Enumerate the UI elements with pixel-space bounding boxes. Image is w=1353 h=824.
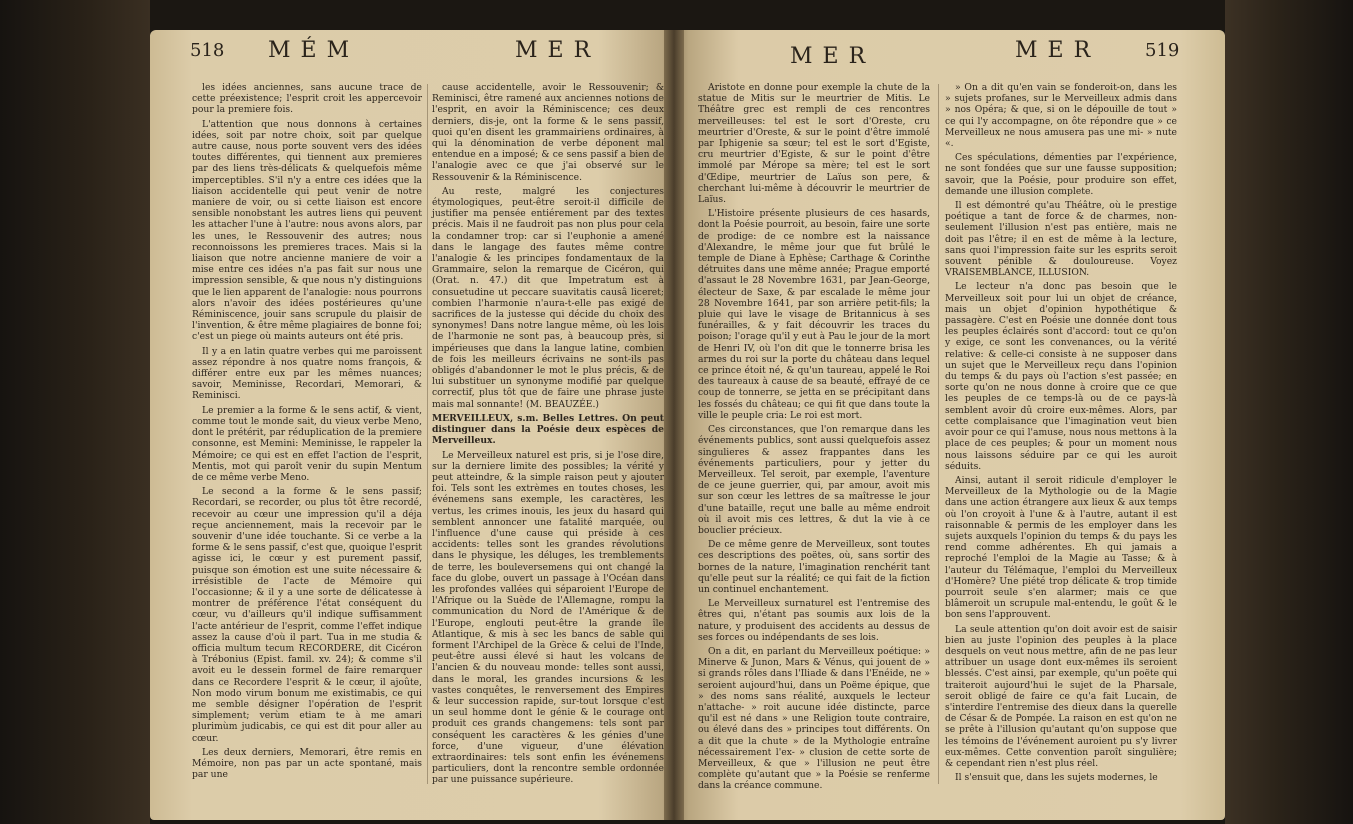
entry-heading: MERVEILLEUX, s.m. Belles Lettres. On peut distinguer dans la Poésie deux espèces de Merveilleux. bbox=[432, 412, 664, 447]
paragraph: les idées anciennes, sans aucune trace de cette préexistence; l'esprit croit les appercevoir pour la premiere fois. bbox=[192, 82, 422, 116]
paragraph: Le second a la forme & le sens passif; Recordari, se recorder, ou plus tôt être recordé, recevoir au cœur une impression qu'il a déja reçue anciennement, mais la recevoir par le souvenir d'une idée touchante. Si ce verbe a la forme & le sens passif, c'est que, quoique l'esprit agisse ici, le cœur y est purement passif, puisque son émotion est une suite nécessaire & irrésistible de l'acte de Mémoire qui l'occasionne; & il y a une sorte de délicatesse à montrer de préférence l'état conséquent du cœur, vu d'ailleurs qu'il indique suffisamment l'acte antérieur de l'esprit, comme l'effet indique assez la cause d'où il part. Tua in me studia & officia multum tecum RECORDERE, dit Cicéron à Trébonius (Epist. famil. xv. 24); & comme s'il avoit eu le dessein formel de faire remarquer dans ce Recordere l'esprit & le cœur, il ajoûte, Non modo virum bonum me existimabis, ce qui me semble désigner l'opération de l'esprit simplement; verùm etiam te à me amari plurimùm judicabis, ce qui est dit pour aller au cœur. bbox=[192, 486, 422, 744]
paragraph: Le Merveilleux surnaturel est l'entremise des êtres qui, n'étant pas soumis aux lois de la nature, y produisent des accidents au dessus de ses forces ou indépendants de ses lois. bbox=[698, 598, 930, 643]
paragraph: » On a dit qu'en vain se fonderoit-on, dans les » sujets profanes, sur le Merveilleux admis dans » nos Opéra; & que, si on le dépouille de tout » ce qui l'y accompagne, on ôte répondre que » ce Merveilleux ne nous amusera pas une mi- » nute «. bbox=[945, 82, 1177, 150]
right-running-head-1: MER bbox=[790, 44, 876, 69]
right-page-number: 519 bbox=[1145, 40, 1180, 61]
left-page-number: 518 bbox=[190, 40, 225, 61]
left-running-head-1: MÉM bbox=[268, 38, 360, 63]
paragraph: cause accidentelle, avoir le Ressouvenir; & Reminisci, être ramené aux anciennes notions de l'esprit, en avoir la Réminiscence; ces deux derniers, dis-je, ont la forme & le sens passif, quoi qu'en disent les grammairiens ordinaires, à qui la dénomination de verbe déponent mal entendue en a imposé; & ce sens passif a bien de l'analogie avec ce que j'ai observé sur le Ressouvenir & la Réminiscence. bbox=[432, 82, 664, 183]
left-running-head-2: MER bbox=[515, 38, 601, 63]
left-column-2 bbox=[432, 82, 664, 789]
paragraph: Il y a en latin quatre verbes qui me paroissent assez répondre à nos quatre noms françois, & différer entre eux par les mêmes nuances; savoir, Meminisse, Recordari, Memorari, & Reminisci. bbox=[192, 345, 422, 402]
paragraph: L'attention que nous donnons à certaines idées, soit par notre choix, soit par quelque autre cause, nous porte souvent vers des idées toutes différentes, qui tiennent aux premieres par des liens très-délicats & quelquefois même imperceptibles. S'il n'y a entre ces idées que la liaison accidentelle qui peut venir de notre maniere de voir, ou si cette liaison est encore sensible nonobstant les autres liens qui peuvent les attacher l'une à l'autre: nous avons alors, par les unes, le Ressouvenir des autres; nous reconnoissons les premieres traces. Mais si la liaison que notre ancienne maniere de voir a mise entre ces idées n'a pas fait sur nous une impression sensible, & que nous n'y distinguions que le lien apparent de l'analogie: nous pourrons alors n'avoir des idées postérieures qu'une Réminiscence, jouir sans scrupule du plaisir de l'invention, & être même plagiaires de bonne foi; c'est un piege où maints auteurs ont été pris. bbox=[192, 118, 422, 343]
paragraph: Le lecteur n'a donc pas besoin que le Merveilleux soit pour lui un objet de créance, mais un objet d'opinion hypothétique & passagère. C'est en Poésie une donnée dont tous les peuples éclairés sont d'accord: tout ce qu'on y exige, ce sont les convenances, ou la vérité relative: & celle-ci consiste à ne supposer dans un sujet que le Merveilleux reçu dans l'opinion du temps & du pays où l'action s'est passée; en sorte qu'on ne nous donne à croire que ce que les peuples de ce temps-là ou de ce pays-là semblent avoir dû croire eux-mêmes. Alors, par cette complaisance que l'imagination veut bien avoir pour ce qui l'amuse, nous nous mettons à la place de ces peuples; & pour un moment nous nous laissons séduire par ce qui les auroit séduits. bbox=[945, 281, 1177, 472]
paragraph: La seule attention qu'on doit avoir est de saisir bien au juste l'opinion des peuples à la place desquels on veut nous mettre, afin de ne pas leur attribuer un usage dont eux-mêmes ils seroient blessés. C'est ainsi, par exemple, qu'un poëte qui traiteroit aujourd'hui le sujet de la Pharsale, seroit obligé de faire ce qu'a fait Lucain, de s'interdire l'entremise des dieux dans la querelle de César & de Pompée. La raison en est qu'on ne se prête à l'illusion qu'autant qu'on suppose que les témoins de l'événement auroient pu s'y livrer eux-mêmes. Cette convention paroît singulière; & cependant rien n'est plus réel. bbox=[945, 623, 1177, 769]
right-column-rule bbox=[938, 84, 939, 784]
paragraph: L'Histoire présente plusieurs de ces hasards, dont la Poésie pourroit, au besoin, faire une sorte de prodige: de ce nombre est la naissance d'Alexandre, le même jour que fut brûlé le temple de Diane à Ephèse; Carthage & Corinthe détruites dans une même année; Prague emporté d'assaut le 28 Novembre 1631, par Jean-George, électeur de Saxe, & par escalade le même jour 28 Novembre 1641, par son arrière petit-fils; la pluie qui lave le visage de Britannicus à ses funérailles, & y fait découvrir les traces du poison; l'orage qu'il y eut à Pau le jour de la mort de Henri IV, où l'on dit que le tonnerre brisa les armes du roi sur la porte du château dans lequel ce prince étoit né, & qu'un taureau, appelé le Roi des taureaux à cause de sa beauté, effrayé de ce coup de tonnerre, se jetta en se précipitant dans les fossés du château; ce qui fit que dans toute la ville le peuple cria: Le roi est mort. bbox=[698, 208, 930, 421]
left-column-rule bbox=[427, 84, 428, 784]
right-column-2 bbox=[945, 82, 1177, 786]
paragraph: De ce même genre de Merveilleux, sont toutes ces descriptions des poëtes, où, sans sortir des bornes de la nature, l'imagination renchérit tant qu'elle peut sur la réalité; ce qui fait de la fiction un continuel enchantement. bbox=[698, 539, 930, 595]
left-column-1 bbox=[192, 82, 422, 783]
paragraph: Au reste, malgré les conjectures étymologiques, peut-être seroit-il difficile de justifier ma pensée entiérement par des textes précis. Mais il ne faudroit pas non plus pour cela la condamner trop: car si l'euphonie a amené dans le langage des fautes même contre l'analogie & les principes fondamentaux de la Grammaire, selon la remarque de Cicéron, qui (Orat. n. 47.) dit que Impetratum est à consuetudine ut peccare suavitatis causâ liceret; combien l'harmonie n'aura-t-elle pas exigé de sacrifices de la justesse qui décide du choix des synonymes! Dans notre langue même, où les lois de l'harmonie ne sont pas, à beaucoup près, si impérieuses que dans la langue latine, combien de fois les meilleurs écrivains ne sont-ils pas obligés d'abandonner le mot le plus précis, & de lui substituer un synonyme modifié par quelque correctif, plus tôt que de faire une phrase juste mais mal sonnante! (M. BEAUZÉE.) bbox=[432, 185, 664, 410]
paragraph: Ces circonstances, que l'on remarque dans les événements publics, sont aussi quelquefois assez singulieres & assez frappantes dans les événements particuliers, pour y jetter du Merveilleux. Tel seroit, par exemple, l'aventure de ce jeune guerrier, qui, par amour, avoit mis sur son cœur les lettres de sa maîtresse le jour d'une bataille, reçut une balle au même endroit où il avoit mis ces lettres, & dut la vie à ce bouclier précieux. bbox=[698, 424, 930, 536]
paragraph: Les deux derniers, Memorari, être remis en Mémoire, non pas par un acte spontané, mais par une bbox=[192, 746, 422, 781]
book-edge-left bbox=[0, 0, 150, 824]
paragraph: Le premier a la forme & le sens actif, & vient, comme tout le monde sait, du vieux verbe Meno, dont le prétérit, par réduplication de la premiere consonne, est Memini: Meminisse, le rappeler la Mémoire; ce qui est en effet l'action de l'esprit, Mentis, mot qui paroît venir du supin Mentum de ce même verbe Meno. bbox=[192, 404, 422, 483]
book-gutter bbox=[664, 30, 684, 820]
book-edge-right bbox=[1225, 0, 1353, 824]
right-column-1 bbox=[698, 82, 930, 795]
paragraph: Ainsi, autant il seroit ridicule d'employer le Merveilleux de la Mythologie ou de la Magie dans une action étrangere aux lieux & aux temps où l'on croyoit à l'une & à l'autre, autant il est raisonnable & permis de les employer dans les sujets auxquels l'opinion du temps & du pays les rend comme adhérentes. Eh qui jamais a reproché l'emploi de la Magie au Tasse; & à l'auteur du Télémaque, l'emploi du Merveilleux d'Homère? Une piété trop délicate & trop timide pourroit seule s'en alarmer; mais ce que blâmeroit un scrupule mal-entendu, le goût & le bon sens l'approuvent. bbox=[945, 474, 1177, 621]
paragraph: On a dit, en parlant du Merveilleux poétique: » Minerve & Junon, Mars & Vénus, qui jouent de » si grands rôles dans l'Iliade & dans l'Enéide, ne » seroient aujourd'hui, dans un Poëme épique, que » des noms sans réalité, auxquels le lecteur n'attache- » roit aucune idée distincte, parce qu'il est né dans » une Religion toute contraire, ou élevé dans des » principes tout différents. On a dit que la chute » de la Mythologie entraîne nécessairement l'ex- » clusion de cette sorte de Merveilleux, & que » l'illusion ne peut être complète qu'autant que » la Poésie se renferme dans la créance commune. bbox=[698, 645, 930, 792]
paragraph: Le Merveilleux naturel est pris, si je l'ose dire, sur la derniere limite des possibles; la vérité y peut atteindre, & la simple raison peut y ajouter foi. Tels sont les extrèmes en toutes choses, les événemens sans exemple, les caractères, les vertus, les crimes inouis, les jeux du hasard qui semblent annoncer une fatalité marquée, ou l'influence d'une cause qui préside à ces accidents: telles sont les grandes révolutions dans le physique, les déluges, les tremblements de terre, les bouleversemens qui ont changé la face du globe, ouvert un passage à l'Océan dans les profondes vallées qui séparoient l'Europe de l'Afrique ou la Suède de l'Allemagne, rompu la communication du Nord de l'Amérique & de l'Europe, englouti peut-être la grande île Atlantique, & mis à sec les bancs de sable qui forment l'Archipel de la Grèce & celui de l'Inde, peut-être aussi élevé si haut les volcans de l'ancien & du nouveau monde: telles sont aussi, dans le moral, les grandes incursions & les vastes conquêtes, le renversement des Empires & leur succession rapide, sur-tout lorsque c'est un seul homme dont le génie & le courage ont produit ces grands changemens: tels sont par conséquent les caractères & les génies d'une force, d'une vigueur, d'une élévation extraordinaires: tels sont enfin les événemens particuliers, dont la rencontre semble ordonnée par une puissance supérieure. bbox=[432, 449, 664, 786]
right-running-head-2: MER bbox=[1015, 38, 1101, 63]
paragraph: Il s'ensuit que, dans les sujets modernes, le bbox=[955, 772, 1158, 784]
paragraph: Ces spéculations, démenties par l'expérience, ne sont fondées que sur une fausse supposition; savoir, que la Poésie, pour produire son effet, demande une illusion complete. bbox=[945, 152, 1177, 197]
paragraph: Il est démontré qu'au Théâtre, où le prestige poétique a tant de force & de charmes, non-seulement l'illusion n'est pas entière, mais ne doit pas l'être; il en est de même à la lecture, sans quoi l'impression faite sur les esprits seroit souvent pénible & douloureuse. Voyez VRAISEMBLANCE, ILLUSION. bbox=[945, 200, 1177, 279]
paragraph: Aristote en donne pour exemple la chute de la statue de Mitis sur le meurtrier de Mitis. Le Théâtre grec est rempli de ces rencontres merveilleuses: tel est le sort d'Oreste, cru meurtrier d'Oreste, & sur le point d'être immolé par Iphigenie sa sœur; tel est le sort d'Egiste, cru meurtrier d'Egiste, & sur le point d'être immolé par Mérope sa mère; tel est le sort d'Œdipe, meurtrier de Laïus son pere, & cherchant lui-même à découvrir le meurtrier de Laïus. bbox=[698, 82, 930, 206]
